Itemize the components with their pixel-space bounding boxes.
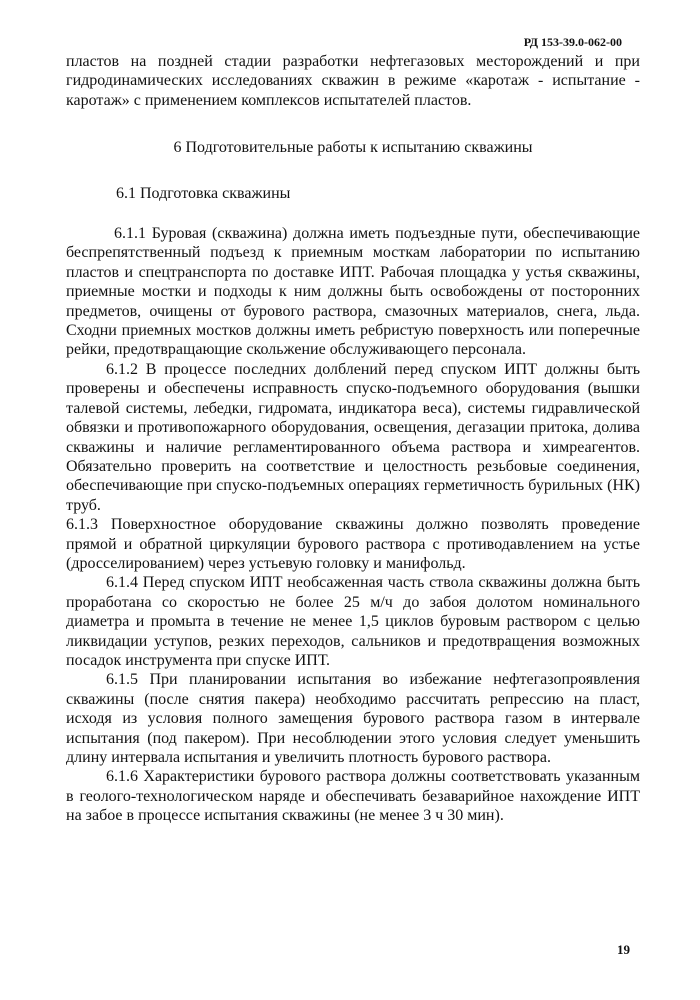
document-body [66, 52, 640, 826]
paragraph-6-1-1: 6.1.1 Буровая (скважина) должна иметь подъездные пути, обеспечивающие беспрепятственный подъезд к приемным мосткам лаборатории по испытанию пластов и спецтранспорта по доставке ИПТ. Рабочая площадка у устья скважины, приемные мостки и подходы к ним должны быть освобождены от посторонних предметов, очищены от бурового раствора, смазочных материалов, снега, льда. Сходни приемных мостков должны иметь ребристую поверхность или поперечные рейки, предотвращающие скольжение обслуживающего персонала. [66, 225, 640, 359]
paragraph-6-1-2: 6.1.2 В процессе последних долблений перед спуском ИПТ должны быть проверены и обеспечены исправность спуско-подъемного оборудования (вышки талевой системы, лебедки, гидромата, индикатора веса), системы гидравлической обвязки и противопожарного оборудования, освещения, дегазации притока, долива скважины и наличие регламентированного объема раствора и химреагентов. Обязательно проверить на соответствие и целостность резьбовые соединения, обеспечивающие при спуско-подъемных операциях герметичность бурильных (НК) труб. [66, 360, 640, 514]
subsection-title: 6.1 Подготовка скважины [116, 184, 291, 202]
paragraph-6-1-3: 6.1.3 Поверхностное оборудование скважины должно позволять проведение прямой и обратной циркуляции бурового раствора с противодавлением на устье (дросселированием) через устьевую головку и манифольд. [66, 516, 640, 572]
section-title: 6 Подготовительные работы к испытанию скважины [173, 139, 533, 157]
intro-paragraph: пластов на поздней стадии разработки нефтегазовых месторождений и при гидродинамических исследованиях скважин в режиме «каротаж - испытание - каротаж» с применением комплексов испытателей пластов. [66, 53, 640, 109]
document-code: РД 153-39.0-062-00 [523, 35, 622, 49]
paragraph-6-1-5: 6.1.5 При планировании испытания во избежание нефтегазопроявления скважины (после снятия пакера) необходимо рассчитать репрессию на пласт, исходя из условия полного замещения бурового раствора газом в интервале испытания (под пакером). При несоблюдении этого условия следует уменьшить длину интервала испытания и увеличить плотность бурового раствора. [66, 671, 640, 766]
paragraph-6-1-4: 6.1.4 Перед спуском ИПТ необсаженная часть ствола скважины должна быть проработана со скоростью не более 25 м/ч до забоя долотом номинального диаметра и промыта в течение не менее 1,5 циклов буровым раствором с целью ликвидации уступов, резких переходов, сальников и предотвращения возможных посадок инструмента при спуске ИПТ. [66, 574, 640, 669]
page-number: 19 [617, 942, 630, 957]
paragraph-6-1-6: 6.1.6 Характеристики бурового раствора должны соответствовать указанным в геолого-технологическом наряде и обеспечивать безаварийное нахождение ИПТ на забое в процессе испытания скважины (не менее 3 ч 30 мин). [66, 768, 640, 825]
